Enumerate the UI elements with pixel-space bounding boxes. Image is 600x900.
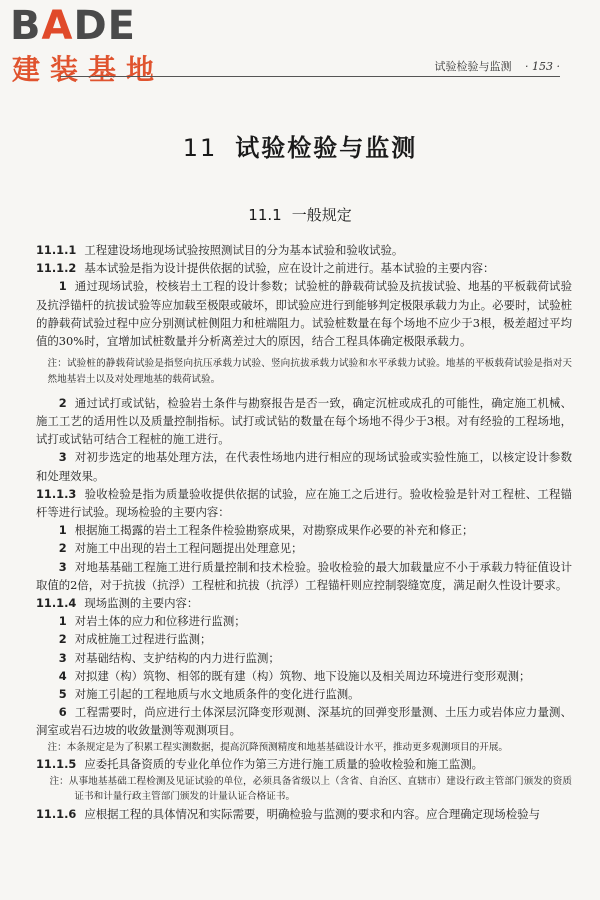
section-title — [0, 204, 600, 225]
section-title-text: 一般规定 — [291, 206, 352, 224]
logo-chinese-name: 建装基地 — [12, 53, 165, 86]
clause-item: 3 对初步选定的地基处理方法，在代表性场地内进行相应的现场试验或实验性施工，以核定设计参数和处理效果。 — [36, 450, 572, 483]
clause-item: 2 对施工中出现的岩土工程问题提出处理意见； — [58, 541, 303, 556]
clause: 11.1.6 应根据工程的具体情况和实际需要，明确检验与监测的要求和内容。应合理确定现场检验与 — [36, 807, 540, 822]
header-title: 试验检验与监测 — [434, 60, 512, 73]
chapter-number: 11 — [182, 134, 218, 162]
chapter-title-text: 试验检验与监测 — [235, 133, 418, 162]
clause: 11.1.3 验收检验是指为质量验收提供依据的试验，应在施工之后进行。验收检验是针对工程桩、工程锚杆等进行试验。现场检验的主要内容： — [36, 486, 572, 520]
clause-note: 注：试验桩的静载荷试验是指竖向抗压承载力试验、竖向抗拔承载力试验和水平承载力试验。地基的平板载荷试验是指对天然地基岩土以及对处理地基的载荷试验。 — [47, 358, 572, 386]
page-number: · 153 · — [525, 60, 560, 73]
logo-wordmark: BADE — [10, 3, 136, 49]
clause-item: 3 对地基基础工程施工进行质量控制和技术检验。验收检验的最大加载量应不小于承载力特征值设计取值的2倍，对于抗拔（抗浮）工程桩和抗拔（抗浮）工程锚杆则应控制裂缝宽度，满足耐久性设计要求。 — [36, 559, 572, 592]
clause-item: 6 工程需要时，尚应进行土体深层沉降变形观测、深基坑的回弹变形量测、土压力或岩体应力量测、洞室或岩石边坡的收敛量测等观测项目。 — [36, 705, 572, 738]
clause-item: 5 对施工引起的工程地质与水文地质条件的变化进行监测。 — [58, 687, 360, 702]
clause-item: 2 通过试打或试钻，检验岩土条件与勘察报告是否一致，确定沉桩或成孔的可能性，确定施工机械、施工工艺的适用性以及质量控制指标。试打或试钻的数量在每个场地不得少于3根。对有经验的工程场地，试打或试钻可结合工程桩的施工进行。 — [36, 395, 572, 447]
chapter-title — [0, 128, 600, 163]
clause-note: 注：本条规定是为了积累工程实测数据，提高沉降预测精度和地基基础设计水平，推动更多观测项目的开展。 — [47, 741, 509, 753]
clause-item: 1 根据施工揭露的岩土工程条件检验勘察成果，对勘察成果作必要的补充和修正； — [58, 523, 474, 538]
body-text — [36, 241, 572, 823]
clause-item: 1 对岩土体的应力和位移进行监测； — [58, 614, 246, 629]
clause-item: 1 通过现场试验，校核岩土工程的设计参数；试验桩的静载荷试验及抗拔试验、地基的平板载荷试验及抗浮锚杆的抗拔试验等应加载至极限或破坏，即试验应进行到能够判定极限承载力为止。必要时，试验桩的静载荷试验过程中应分别测试桩侧阻力和桩端阻力。试验桩数量在每个场地不应少于3根，极差超过平均值的30%时，宜增加试桩数量并分析离差过大的原因，结合工程具体确定极限承载力。 — [36, 279, 572, 349]
clause: 11.1.1 工程建设场地现场试验按照测试目的分为基本试验和验收试验。 — [36, 243, 404, 257]
clause-item: 4 对拟建（构）筑物、相邻的既有建（构）筑物、地下设施以及相关周边环境进行变形观测； — [58, 668, 531, 683]
clause-item: 3 对基础结构、支护结构的内力进行监测； — [58, 650, 280, 665]
clause-note: 注：从事地基基础工程检测及见证试验的单位，必须具备省级以上（含省、自治区、直辖市）建设行政主管部门颁发的资质证书和计量行政主管部门颁发的计量认证合格证书。 — [49, 775, 572, 803]
brand-logo — [8, 4, 178, 90]
clause: 11.1.5 应委托具备资质的专业化单位作为第三方进行施工质量的验收检验和施工监测。 — [36, 757, 484, 772]
clause: 11.1.2 基本试验是指为设计提供依据的试验，应在设计之前进行。基本试验的主要内容： — [36, 261, 495, 276]
clause: 11.1.4 现场监测的主要内容： — [36, 596, 199, 611]
section-number: 11.1 — [248, 206, 282, 224]
running-header — [60, 58, 560, 77]
clause-item: 2 对成桩施工过程进行监测； — [58, 632, 212, 647]
